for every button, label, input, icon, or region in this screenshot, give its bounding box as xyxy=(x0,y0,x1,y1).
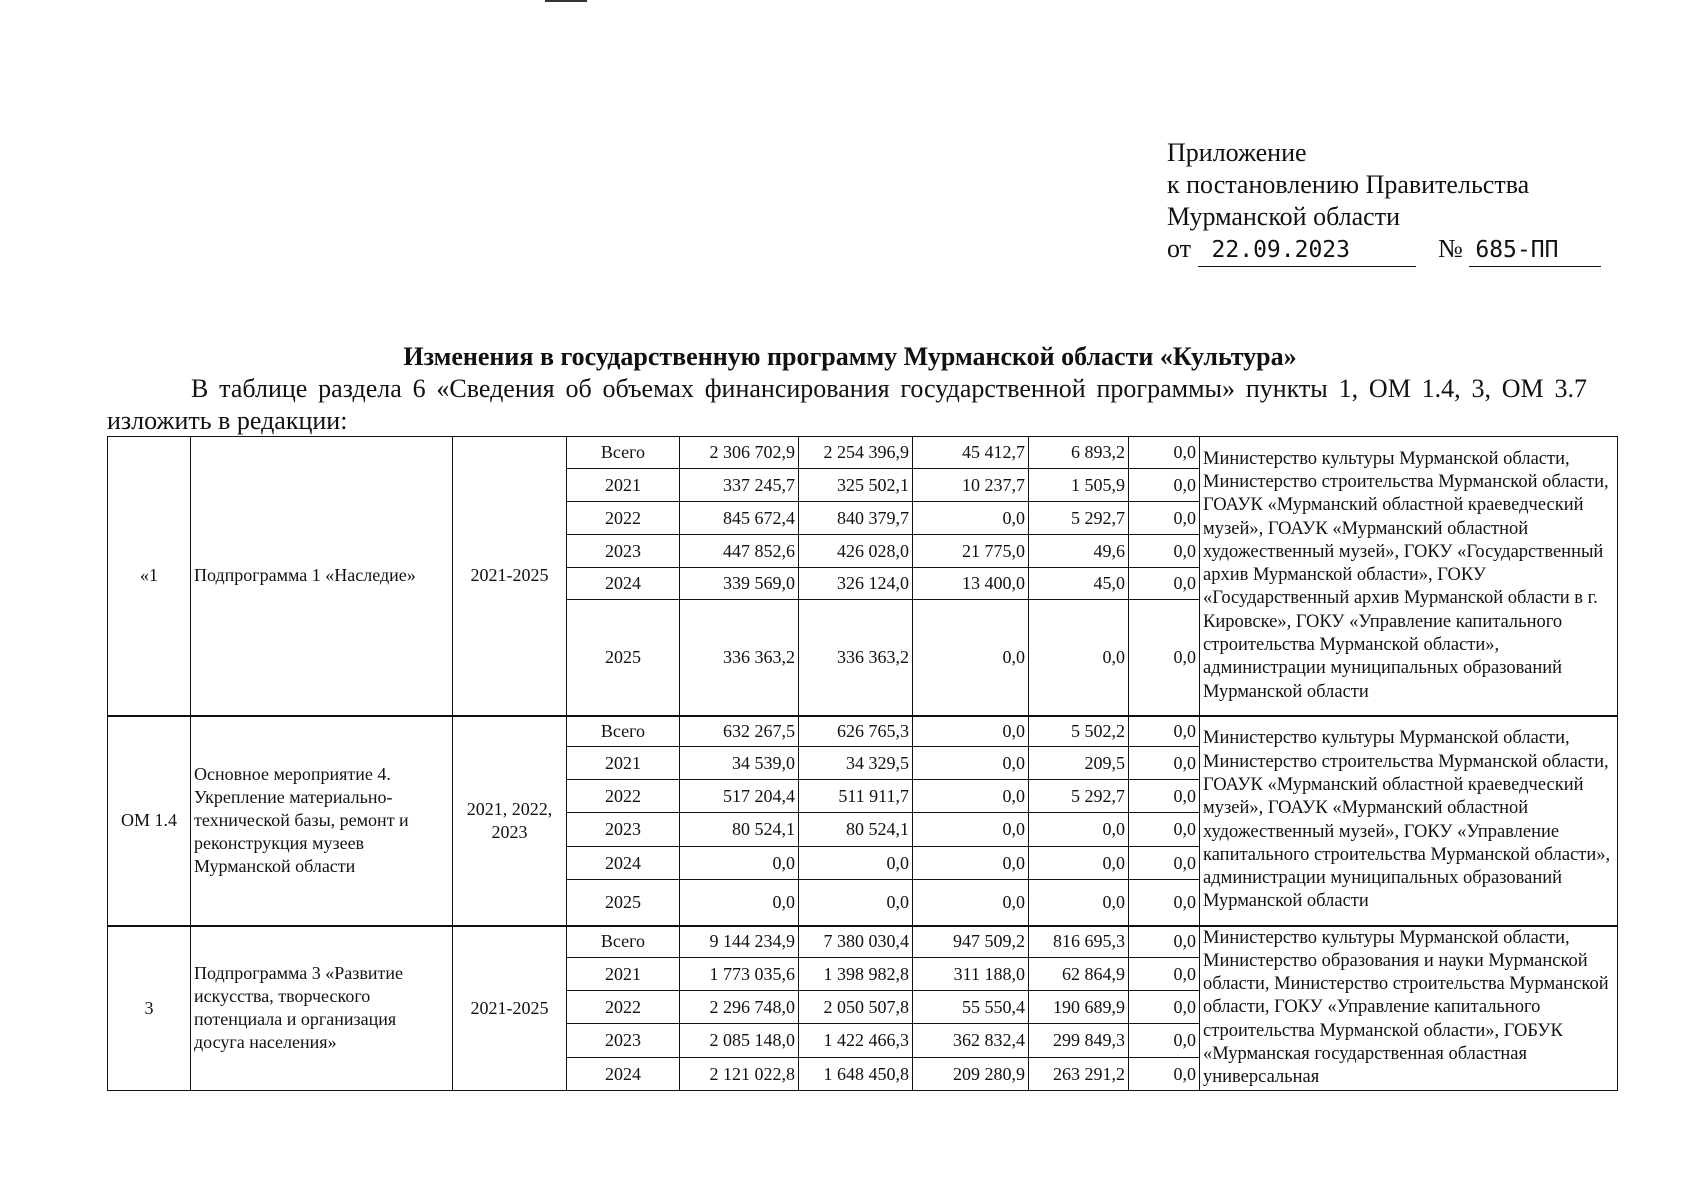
total-cell: 632 267,5 xyxy=(680,716,799,747)
item-period: 2021, 2022, 2023 xyxy=(453,716,567,926)
year-cell: 2021 xyxy=(567,469,680,502)
year-cell: 2024 xyxy=(567,847,680,880)
extrabudget-cell: 0,0 xyxy=(1129,926,1200,958)
executors-cell: Министерство культуры Мурманской области, Министерство строительства Мурманской области, ГОАУК «Мурманский областной краеведческий музей», ГОАУК «Мурманский областной художественный музей», ГОКУ «Государственный архив Мурманской области», ГОКУ «Государственный архив Мурманской области в г. Кировске», ГОКУ «Управление капитального строительства Мурманской области», администрации муниципальных образований Мурманской области xyxy=(1200,437,1618,716)
total-cell: 337 245,7 xyxy=(680,469,799,502)
federal-budget-cell: 0,0 xyxy=(913,847,1029,880)
total-cell: 34 539,0 xyxy=(680,747,799,780)
appendix-block xyxy=(1167,137,1601,267)
extrabudget-cell: 0,0 xyxy=(1129,568,1200,600)
municipal-budget-cell: 299 849,3 xyxy=(1029,1024,1129,1058)
table-row xyxy=(108,716,1618,747)
municipal-budget-cell: 49,6 xyxy=(1029,535,1129,568)
total-cell: 339 569,0 xyxy=(680,568,799,600)
item-name: Основное мероприятие 4. Укрепление материально-технической базы, ремонт и реконструкция музеев Мурманской области xyxy=(191,716,453,926)
total-cell: 2 306 702,9 xyxy=(680,437,799,469)
extrabudget-cell: 0,0 xyxy=(1129,1024,1200,1058)
municipal-budget-cell: 816 695,3 xyxy=(1029,926,1129,958)
regional-budget-cell: 336 363,2 xyxy=(799,600,913,716)
item-period: 2021-2025 xyxy=(453,437,567,716)
extrabudget-cell: 0,0 xyxy=(1129,991,1200,1024)
municipal-budget-cell: 45,0 xyxy=(1029,568,1129,600)
document-title: Изменения в государственную программу Мурманской области «Культура» xyxy=(403,342,1297,371)
federal-budget-cell: 0,0 xyxy=(913,502,1029,535)
year-cell: 2024 xyxy=(567,568,680,600)
municipal-budget-cell: 1 505,9 xyxy=(1029,469,1129,502)
regional-budget-cell: 325 502,1 xyxy=(799,469,913,502)
regional-budget-cell: 1 422 466,3 xyxy=(799,1024,913,1058)
total-cell: 0,0 xyxy=(680,847,799,880)
total-cell: 0,0 xyxy=(680,880,799,926)
federal-budget-cell: 45 412,7 xyxy=(913,437,1029,469)
year-cell: 2023 xyxy=(567,813,680,847)
total-cell: 80 524,1 xyxy=(680,813,799,847)
regional-budget-cell: 2 050 507,8 xyxy=(799,991,913,1024)
federal-budget-cell: 0,0 xyxy=(913,780,1029,813)
regional-budget-cell: 34 329,5 xyxy=(799,747,913,780)
item-code: 3 xyxy=(108,926,191,1091)
municipal-budget-cell: 62 864,9 xyxy=(1029,958,1129,991)
total-cell: 336 363,2 xyxy=(680,600,799,716)
federal-budget-cell: 0,0 xyxy=(913,716,1029,747)
regional-budget-cell: 0,0 xyxy=(799,847,913,880)
year-cell: 2021 xyxy=(567,747,680,780)
municipal-budget-cell: 209,5 xyxy=(1029,747,1129,780)
total-cell: 2 121 022,8 xyxy=(680,1058,799,1090)
federal-budget-cell: 0,0 xyxy=(913,813,1029,847)
municipal-budget-cell: 6 893,2 xyxy=(1029,437,1129,469)
regional-budget-cell: 840 379,7 xyxy=(799,502,913,535)
extrabudget-cell: 0,0 xyxy=(1129,880,1200,926)
regional-budget-cell: 1 398 982,8 xyxy=(799,958,913,991)
regional-budget-cell: 326 124,0 xyxy=(799,568,913,600)
municipal-budget-cell: 0,0 xyxy=(1029,600,1129,716)
year-cell: 2023 xyxy=(567,535,680,568)
federal-budget-cell: 0,0 xyxy=(913,600,1029,716)
federal-budget-cell: 13 400,0 xyxy=(913,568,1029,600)
item-code: «1 xyxy=(108,437,191,716)
federal-budget-cell: 10 237,7 xyxy=(913,469,1029,502)
year-cell: 2024 xyxy=(567,1058,680,1090)
regional-budget-cell: 426 028,0 xyxy=(799,535,913,568)
item-name: Подпрограмма 3 «Развитие искусства, творческого потенциала и организация досуга населения» xyxy=(191,926,453,1091)
scan-top-mark xyxy=(545,0,587,2)
regional-budget-cell: 1 648 450,8 xyxy=(799,1058,913,1090)
total-cell: 1 773 035,6 xyxy=(680,958,799,991)
executors-cell: Министерство культуры Мурманской области, Министерство образования и науки Мурманской области, Министерство строительства Мурманской области, ГОКУ «Управление капитального строительства Мурманской области», ГОБУК «Мурманская государственная областная универсальная xyxy=(1200,926,1618,1091)
extrabudget-cell: 0,0 xyxy=(1129,535,1200,568)
intro-paragraph: В таблице раздела 6 «Сведения об объемах финансирования государственной программы» пункты 1, ОМ 1.4, 3, ОМ 3.7 изложить в редакции: xyxy=(107,374,1587,435)
extrabudget-cell: 0,0 xyxy=(1129,958,1200,991)
extrabudget-cell: 0,0 xyxy=(1129,747,1200,780)
item-code: ОМ 1.4 xyxy=(108,716,191,926)
total-cell: 447 852,6 xyxy=(680,535,799,568)
regional-budget-cell: 2 254 396,9 xyxy=(799,437,913,469)
extrabudget-cell: 0,0 xyxy=(1129,469,1200,502)
appendix-line-3: Мурманской области xyxy=(1167,202,1400,231)
municipal-budget-cell: 5 292,7 xyxy=(1029,502,1129,535)
municipal-budget-cell: 5 292,7 xyxy=(1029,780,1129,813)
number-sign: № xyxy=(1438,234,1463,263)
total-cell: 2 085 148,0 xyxy=(680,1024,799,1058)
total-cell: 9 144 234,9 xyxy=(680,926,799,958)
regional-budget-cell: 0,0 xyxy=(799,880,913,926)
federal-budget-cell: 311 188,0 xyxy=(913,958,1029,991)
decree-number: 685-ПП xyxy=(1469,234,1601,267)
year-cell: Всего xyxy=(567,437,680,469)
total-cell: 517 204,4 xyxy=(680,780,799,813)
item-name: Подпрограмма 1 «Наследие» xyxy=(191,437,453,716)
total-cell: 845 672,4 xyxy=(680,502,799,535)
appendix-line-1: Приложение xyxy=(1167,138,1307,167)
financing-table xyxy=(107,436,1618,1091)
municipal-budget-cell: 190 689,9 xyxy=(1029,991,1129,1024)
decree-date: 22.09.2023 xyxy=(1198,234,1416,267)
year-cell: 2025 xyxy=(567,600,680,716)
municipal-budget-cell: 0,0 xyxy=(1029,847,1129,880)
appendix-date-line xyxy=(1167,233,1601,267)
extrabudget-cell: 0,0 xyxy=(1129,502,1200,535)
municipal-budget-cell: 5 502,2 xyxy=(1029,716,1129,747)
extrabudget-cell: 0,0 xyxy=(1129,716,1200,747)
year-cell: 2022 xyxy=(567,991,680,1024)
extrabudget-cell: 0,0 xyxy=(1129,437,1200,469)
municipal-budget-cell: 263 291,2 xyxy=(1029,1058,1129,1090)
from-label: от xyxy=(1167,234,1192,263)
table-row xyxy=(108,437,1618,469)
regional-budget-cell: 626 765,3 xyxy=(799,716,913,747)
item-period: 2021-2025 xyxy=(453,926,567,1091)
total-cell: 2 296 748,0 xyxy=(680,991,799,1024)
federal-budget-cell: 55 550,4 xyxy=(913,991,1029,1024)
regional-budget-cell: 7 380 030,4 xyxy=(799,926,913,958)
federal-budget-cell: 0,0 xyxy=(913,880,1029,926)
extrabudget-cell: 0,0 xyxy=(1129,600,1200,716)
regional-budget-cell: 511 911,7 xyxy=(799,780,913,813)
executors-cell: Министерство культуры Мурманской области, Министерство строительства Мурманской области, ГОАУК «Мурманский областной краеведческий музей», ГОАУК «Мурманский областной художественный музей», ГОКУ «Управление капитального строительства Мурманской области», администрации муниципальных образований Мурманской области xyxy=(1200,716,1618,926)
federal-budget-cell: 209 280,9 xyxy=(913,1058,1029,1090)
municipal-budget-cell: 0,0 xyxy=(1029,813,1129,847)
year-cell: 2025 xyxy=(567,880,680,926)
federal-budget-cell: 362 832,4 xyxy=(913,1024,1029,1058)
extrabudget-cell: 0,0 xyxy=(1129,847,1200,880)
year-cell: 2022 xyxy=(567,502,680,535)
federal-budget-cell: 0,0 xyxy=(913,747,1029,780)
extrabudget-cell: 0,0 xyxy=(1129,813,1200,847)
municipal-budget-cell: 0,0 xyxy=(1029,880,1129,926)
appendix-line-2: к постановлению Правительства xyxy=(1167,170,1530,199)
table-row xyxy=(108,926,1618,958)
year-cell: 2022 xyxy=(567,780,680,813)
year-cell: 2023 xyxy=(567,1024,680,1058)
year-cell: Всего xyxy=(567,926,680,958)
regional-budget-cell: 80 524,1 xyxy=(799,813,913,847)
federal-budget-cell: 947 509,2 xyxy=(913,926,1029,958)
year-cell: Всего xyxy=(567,716,680,747)
federal-budget-cell: 21 775,0 xyxy=(913,535,1029,568)
year-cell: 2021 xyxy=(567,958,680,991)
extrabudget-cell: 0,0 xyxy=(1129,1058,1200,1090)
extrabudget-cell: 0,0 xyxy=(1129,780,1200,813)
